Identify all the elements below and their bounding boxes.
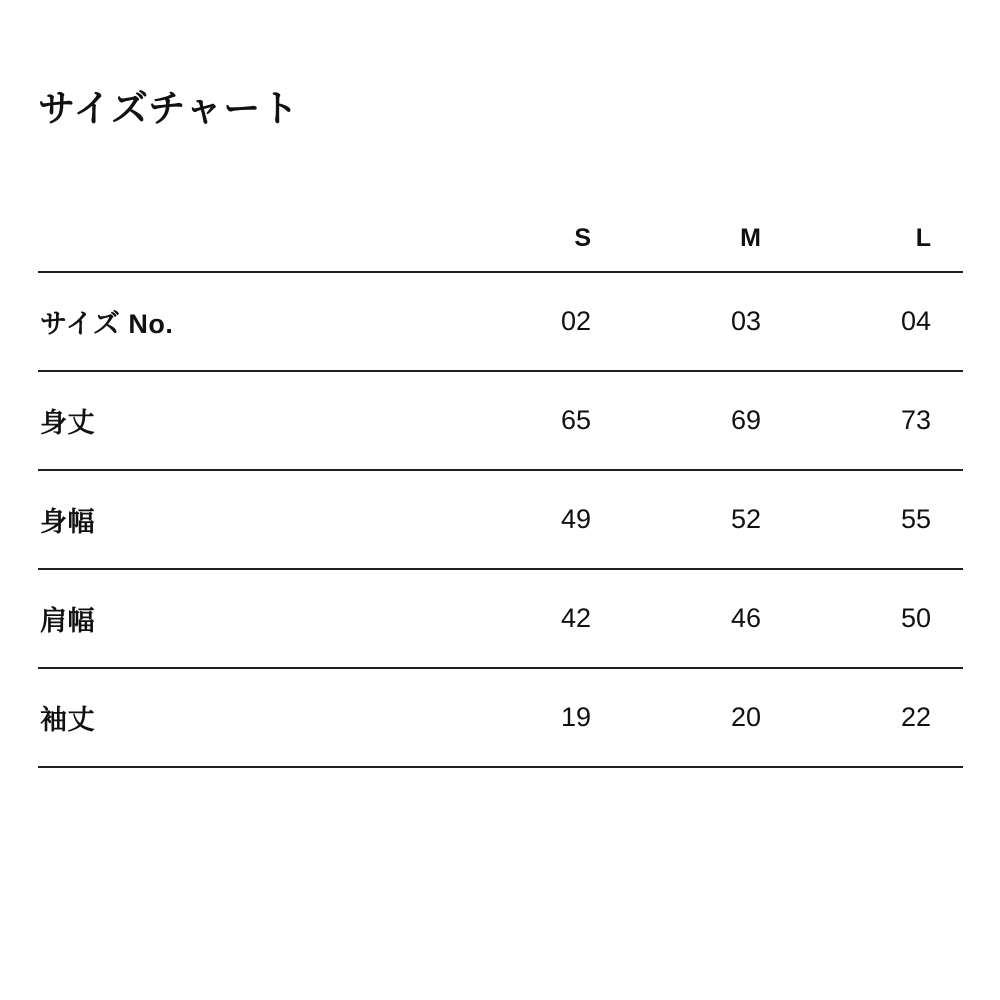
row-label-shoulder-width: 肩幅 <box>38 569 453 668</box>
cell-size-no-s: 02 <box>453 272 623 371</box>
table-row <box>38 668 963 767</box>
cell-size-no-l: 04 <box>793 272 963 371</box>
cell-size-no-m: 03 <box>623 272 793 371</box>
cell-sleeve-length-m: 20 <box>623 668 793 767</box>
table-header-row <box>38 205 963 272</box>
row-label-body-width: 身幅 <box>38 470 453 569</box>
column-header-l: L <box>915 223 931 252</box>
row-label-sleeve-length: 袖丈 <box>38 668 453 767</box>
row-label-body-length: 身丈 <box>38 371 453 470</box>
column-header-m: M <box>740 223 761 252</box>
cell-shoulder-width-l: 50 <box>793 569 963 668</box>
table-row <box>38 470 963 569</box>
page-title: サイズチャート <box>38 88 300 129</box>
cell-shoulder-width-m: 46 <box>623 569 793 668</box>
column-header-s: S <box>574 223 591 252</box>
cell-body-width-l: 55 <box>793 470 963 569</box>
cell-body-length-s: 65 <box>453 371 623 470</box>
cell-sleeve-length-l: 22 <box>793 668 963 767</box>
table-row <box>38 371 963 470</box>
cell-sleeve-length-s: 19 <box>453 668 623 767</box>
table-row <box>38 272 963 371</box>
cell-body-width-m: 52 <box>623 470 793 569</box>
column-header-blank <box>38 205 453 272</box>
cell-body-width-s: 49 <box>453 470 623 569</box>
row-label-size-no: サイズ No. <box>38 272 453 371</box>
cell-body-length-m: 69 <box>623 371 793 470</box>
size-chart-table <box>38 205 963 768</box>
table-row <box>38 569 963 668</box>
cell-shoulder-width-s: 42 <box>453 569 623 668</box>
size-chart-container <box>38 205 963 768</box>
cell-body-length-l: 73 <box>793 371 963 470</box>
